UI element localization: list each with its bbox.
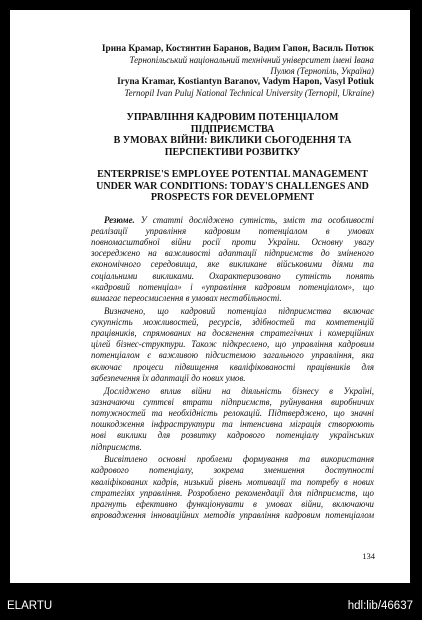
text-line: працівників, спрямованих на досягнення стратегічних і комерційних bbox=[91, 328, 374, 339]
title-ua-line: В УМОВАХ ВІЙНИ: ВИКЛИКИ СЬОГОДЕННЯ ТА bbox=[113, 135, 352, 146]
text-line: вимагає переосмислення в умовах нестабільності. bbox=[91, 292, 282, 303]
abstract-paragraph-2 bbox=[91, 306, 374, 384]
authors-ukrainian: Ірина Крамар, Костянтин Баранов, Вадим Гапон, Василь Потюк bbox=[101, 44, 374, 54]
repository-name: ELARTU bbox=[7, 600, 53, 612]
title-ua-line: ПЕРСПЕКТИВИ РОЗВИТКУ bbox=[164, 146, 301, 158]
abstract-keyword: Резюме. bbox=[104, 214, 135, 225]
authors-english: Iryna Kramar, Kostiantyn Baranov, Vadym Hapon, Vasyl Potiuk bbox=[117, 77, 374, 87]
text-line: соціальними викликами. Охарактеризовано сутність понять bbox=[91, 270, 374, 281]
text-line: пошкодження інфраструктури та інтенсивна міграція створюють bbox=[91, 419, 374, 430]
page-number: 134 bbox=[362, 551, 375, 561]
text-line: зосереджено на важливості адаптації підприємств до зміненого bbox=[91, 248, 374, 259]
text-line: повномасштабної війни росії проти України. Основну увагу bbox=[91, 236, 374, 247]
text-line: кадрового потенціалу, зокрема зменшення доступності bbox=[91, 465, 374, 476]
text-line: сукупність можливостей, ресурсів, здібностей та компетенцій bbox=[91, 316, 374, 327]
title-ua-line: УПРАВЛІННЯ КАДРОВИМ ПОТЕНЦІАЛОМ ПІДПРИЄМСТВА bbox=[126, 112, 339, 135]
page-content bbox=[91, 44, 374, 523]
affiliation-ua-line: Пулюя (Тернопіль, Україна) bbox=[270, 66, 374, 76]
title-en-line: UNDER WAR CONDITIONS: TODAY'S CHALLENGES AND bbox=[96, 180, 369, 192]
abstract-paragraph-1 bbox=[91, 215, 374, 305]
text-line: Досліджено вплив війни на діяльність бізнесу в Україні, bbox=[104, 385, 374, 396]
affiliation-ukrainian bbox=[91, 55, 374, 77]
abstract-paragraph-3 bbox=[91, 386, 374, 453]
text-line: потужностей та необхідність релокацій. Підтверджено, що значні bbox=[91, 407, 374, 418]
text-line: впровадження інноваційних методів управління кадровим потенціалом bbox=[91, 510, 374, 521]
abstract-paragraph-4 bbox=[91, 454, 374, 521]
affiliation-ua-line: Тернопільський національний технічний університет імені Івана bbox=[129, 55, 374, 65]
document-page bbox=[10, 10, 410, 583]
title-en-line: ENTERPRISE'S EMPLOYEE POTENTIAL MANAGEMENT bbox=[97, 169, 368, 180]
text-line: зазначаючи суттєві втрати підприємств, руйнування виробничих bbox=[91, 396, 374, 407]
text-line: включає процеси підвищення кваліфікованості працівників для bbox=[91, 361, 374, 372]
text-line: реалізації управління кадровим потенціалом в умовах bbox=[91, 225, 374, 236]
abstract bbox=[91, 215, 374, 522]
text-line: «кадровий потенціал» і «управління кадровим потенціалом», що bbox=[91, 281, 374, 292]
text-line: Визначено, що кадровий потенціал підприємства включає bbox=[104, 305, 374, 316]
text-line: потенціалом є важливою підсистемою загального управління, яка bbox=[91, 350, 374, 361]
title-en-line: PROSPECTS FOR DEVELOPMENT bbox=[150, 192, 315, 203]
title-english bbox=[91, 169, 374, 204]
text-line: підприємств. bbox=[91, 441, 142, 452]
text-line: економічного середовища, яке викликане військовими діями та bbox=[91, 259, 374, 270]
text-line: цілей бізнес-структури. Також підкреслено, що управління кадровим bbox=[91, 339, 374, 350]
viewer-footer bbox=[0, 593, 422, 620]
text-line: кваліфікованих кадрів, низький рівень мотивації та потребу в нових bbox=[91, 476, 374, 487]
affiliation-english bbox=[91, 88, 374, 99]
title-ukrainian bbox=[91, 112, 374, 158]
line-text: У статті досліджено сутність, зміст та особливості bbox=[134, 214, 374, 225]
text-line: стратегіях управління. Розроблено рекомендації для підприємств, що bbox=[91, 487, 374, 498]
handle-identifier: hdl:lib/46637 bbox=[347, 600, 413, 612]
text-line: забезпечення їх адаптації до нових умов. bbox=[91, 372, 246, 383]
text-line bbox=[91, 215, 374, 226]
text-line: Висвітлено основні проблеми формування та використання bbox=[104, 454, 374, 465]
text-line: нові виклики для розвитку кадрового потенціалу українських bbox=[91, 430, 374, 441]
text-line: прагнуть ефективно функціонувати в умовах війни, включаючи bbox=[91, 499, 374, 510]
affiliation-en-line: Ternopil Ivan Puluj National Technical University (Ternopil, Ukraine) bbox=[124, 88, 374, 98]
